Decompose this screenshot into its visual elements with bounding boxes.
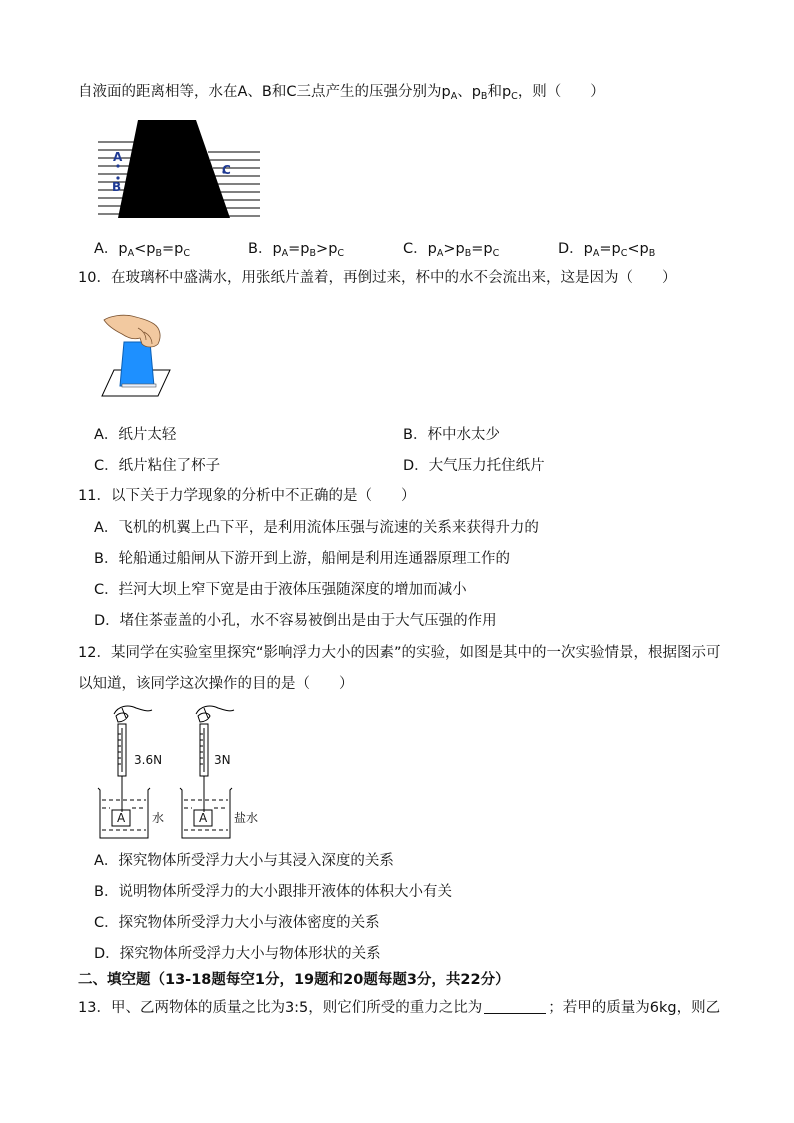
reading-right: 3N [214, 753, 231, 767]
q9-option-b[interactable]: B．$p_A=p_B>p_C$ [248, 241, 345, 259]
q9-stem: 自液面的距离相等，水在A、B和C三点产生的压强分别为$p_A$、$p_B$和$p_C$，则（ ） [78, 84, 605, 102]
block-right-label: A [199, 811, 208, 825]
q12-option-b[interactable]: B．说明物体所受浮力的大小跟排开液体的体积大小有关 [94, 884, 452, 900]
q10-stem: 10．在玻璃杯中盛满水，用张纸片盖着，再倒过来，杯中的水不会流出来，这是因为（ ） [78, 270, 677, 286]
q9-option-a[interactable]: A．$p_A<p_B=p_C$ [94, 241, 191, 259]
q11-option-a[interactable]: A．飞机的机翼上凸下平，是利用流体压强与流速的关系来获得升力的 [94, 520, 539, 536]
q12-option-a[interactable]: A．探究物体所受浮力大小与其浸入深度的关系 [94, 853, 394, 869]
liquid-right-label: 盐水 [234, 811, 259, 825]
q12-stem-line1: 12．某同学在实验室里探究“影响浮力大小的因素”的实验，如图是其中的一次实验情景，根据图示可 [78, 645, 721, 661]
q11-stem: 11．以下关于力学现象的分析中不正确的是（ ） [78, 488, 416, 504]
q13-stem: 13．甲、乙两物体的质量之比为3:5，则它们所受的重力之比为 ；若甲的质量为6kg，则乙 [78, 1000, 721, 1016]
q10-option-d[interactable]: D．大气压力托住纸片 [403, 458, 545, 474]
q10-option-c[interactable]: C．纸片粘住了杯子 [94, 458, 221, 474]
q9-option-c[interactable]: C．$p_A>p_B=p_C$ [403, 241, 500, 259]
block-left-label: A [117, 811, 126, 825]
q11-option-c[interactable]: C．拦河大坝上窄下宽是由于液体压强随深度的增加而减小 [94, 582, 467, 598]
dam-icon [96, 118, 264, 222]
point-c-label: C [222, 163, 231, 177]
q13-blank-1[interactable] [484, 999, 546, 1014]
dam-figure [96, 118, 264, 222]
q12-option-d[interactable]: D．探究物体所受浮力大小与物体形状的关系 [94, 946, 381, 962]
liquid-left-label: 水 [152, 811, 165, 825]
q9-option-d[interactable]: D．$p_A=p_C<p_B$ [558, 241, 656, 259]
q11-option-b[interactable]: B．轮船通过船闸从下游开到上游，船闸是利用连通器原理工作的 [94, 551, 510, 567]
spring-scale-figure [96, 700, 266, 845]
inverted-cup-figure [100, 310, 172, 400]
point-b-label: B [112, 180, 122, 194]
section-2-title: 二、填空题（13-18题每空1分，19题和20题每题3分，共22分） [78, 972, 510, 988]
point-a-label: A [113, 150, 123, 164]
q12-option-c[interactable]: C．探究物体所受浮力大小与液体密度的关系 [94, 915, 380, 931]
q12-stem-line2: 以知道，该同学这次操作的目的是（ ） [78, 676, 354, 692]
q10-option-b[interactable]: B．杯中水太少 [403, 427, 500, 443]
q10-option-a[interactable]: A．纸片太轻 [94, 427, 177, 443]
inverted-cup-icon [100, 310, 172, 400]
q11-option-d[interactable]: D．堵住茶壶盖的小孔，水不容易被倒出是由于大气压强的作用 [94, 613, 497, 629]
reading-left: 3.6N [134, 753, 163, 767]
